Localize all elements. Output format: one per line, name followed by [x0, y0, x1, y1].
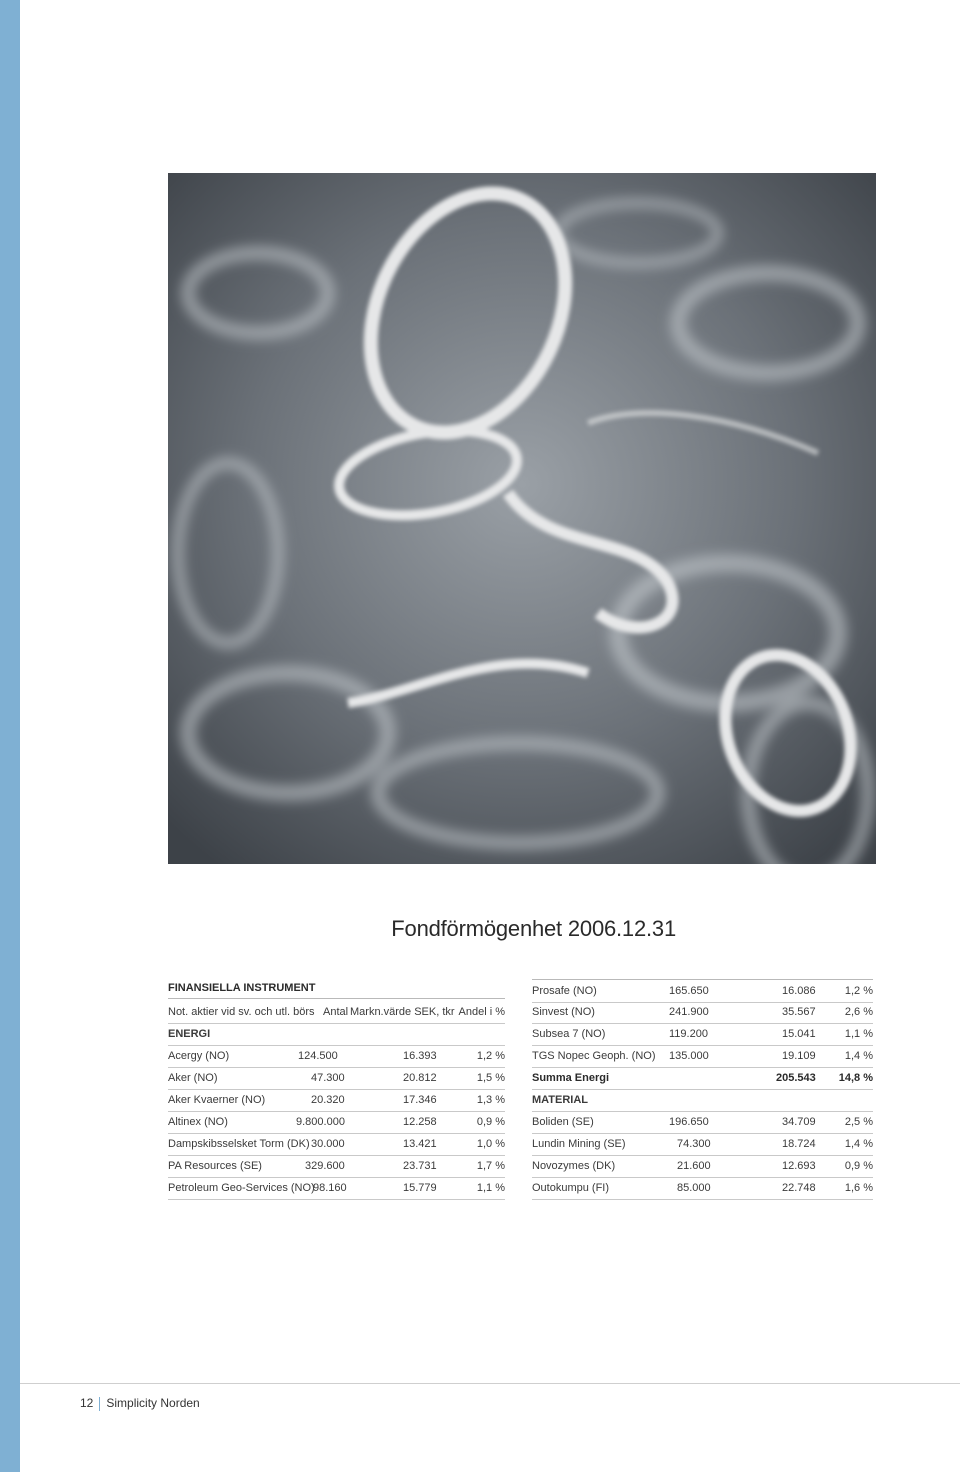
table-row: [532, 1155, 873, 1178]
cell-name: Novozymes (DK): [532, 1160, 616, 1172]
cell-name: PA Resources (SE): [168, 1160, 262, 1172]
group-label-material: [532, 1089, 873, 1112]
header-pct: Andel i %: [458, 1006, 505, 1018]
page-footer: [80, 1396, 200, 1411]
footer-separator: [99, 1397, 100, 1411]
cell-pct: 2,5 %: [844, 1116, 873, 1128]
table-row: [532, 1045, 873, 1068]
header-name: Not. aktier vid sv. och utl. börs: [168, 1006, 315, 1018]
summa-pct: 14,8 %: [838, 1072, 873, 1084]
cell-qty: 74.300: [677, 1138, 711, 1150]
cell-pct: 1,4 %: [844, 1050, 873, 1062]
cell-value: 13.421: [403, 1138, 437, 1150]
cell-name: Aker Kvaerner (NO): [168, 1094, 266, 1106]
table-row: [168, 1067, 505, 1090]
cell-value: 22.748: [782, 1182, 816, 1194]
cell-value: 16.086: [782, 985, 816, 997]
footer-divider: [20, 1383, 960, 1384]
table-header-row: [168, 1001, 505, 1024]
header-qty: Antal: [323, 1006, 349, 1018]
cell-name: Subsea 7 (NO): [532, 1028, 606, 1040]
cell-pct: 2,6 %: [844, 1006, 873, 1018]
cell-value: 12.693: [782, 1160, 816, 1172]
cell-pct: 1,2 %: [476, 1050, 505, 1062]
table-row: [532, 1001, 873, 1024]
cell-qty: 135.000: [669, 1050, 709, 1062]
cell-name: TGS Nopec Geoph. (NO): [532, 1050, 656, 1062]
cell-pct: 1,0 %: [476, 1138, 505, 1150]
summa-label: Summa Energi: [532, 1072, 610, 1084]
table-row: [168, 1177, 505, 1200]
cell-qty: 119.200: [669, 1028, 708, 1040]
cell-qty: 241.900: [669, 1006, 709, 1018]
cell-pct: 1,6 %: [844, 1182, 873, 1194]
cell-qty: 165.650: [669, 985, 709, 997]
header-value: Markn.värde SEK, tkr: [350, 1006, 455, 1018]
cell-pct: 1,3 %: [476, 1094, 505, 1106]
group-label-text: ENERGI: [168, 1028, 211, 1040]
table-row: [532, 1023, 873, 1046]
summa-row: [532, 1067, 873, 1090]
metal-shavings-photo: [168, 173, 876, 864]
table-row: [532, 1177, 873, 1200]
table-row: [168, 1045, 505, 1068]
cell-value: 16.393: [403, 1050, 437, 1062]
cell-name: Outokumpu (FI): [532, 1182, 610, 1194]
cell-qty: 47.300: [311, 1072, 345, 1084]
cell-name: Sinvest (NO): [532, 1006, 595, 1018]
cell-value: 20.812: [403, 1072, 437, 1084]
accent-sidebar-bar: [0, 0, 20, 1472]
table-row: [532, 1111, 873, 1134]
table-row: [168, 1155, 505, 1178]
cell-value: 15.041: [782, 1028, 816, 1040]
publication-name: Simplicity Norden: [106, 1396, 200, 1410]
cell-name: Boliden (SE): [532, 1116, 594, 1128]
cell-qty: 124.500: [298, 1050, 338, 1062]
cell-pct: 0,9 %: [476, 1116, 505, 1128]
summa-value: 205.543: [776, 1072, 816, 1084]
cell-value: 15.779: [403, 1182, 437, 1194]
cell-qty: 196.650: [669, 1116, 709, 1128]
cell-value: 17.346: [403, 1094, 437, 1106]
cell-value: 23.731: [403, 1160, 437, 1172]
page-number: 12: [80, 1396, 94, 1410]
page-title: Fondförmögenhet 2006.12.31: [391, 916, 676, 941]
table-row: [168, 1089, 505, 1112]
table-row: [168, 1111, 505, 1134]
cell-value: 18.724: [782, 1138, 816, 1150]
cell-name: Altinex (NO): [168, 1116, 228, 1128]
cell-name: Prosafe (NO): [532, 985, 597, 997]
table-row: [168, 1133, 505, 1156]
group-label-text: MATERIAL: [532, 1094, 589, 1106]
cell-pct: 1,1 %: [476, 1182, 505, 1194]
cell-pct: 1,2 %: [844, 985, 873, 997]
cell-qty: 21.600: [677, 1160, 711, 1172]
cell-qty: 20.320: [311, 1094, 345, 1106]
cell-qty: 329.600: [305, 1160, 345, 1172]
cell-pct: 1,4 %: [844, 1138, 873, 1150]
cell-name: Petroleum Geo-Services (NO): [168, 1182, 315, 1194]
cell-qty: 85.000: [677, 1182, 711, 1194]
cell-qty: 9.800.000: [296, 1116, 345, 1128]
section-label-finansiella: FINANSIELLA INSTRUMENT: [168, 978, 505, 999]
cell-pct: 1,1 %: [844, 1028, 873, 1040]
cell-value: 19.109: [782, 1050, 816, 1062]
cell-value: 12.258: [403, 1116, 437, 1128]
table-row: [532, 1133, 873, 1156]
cell-value: 35.567: [782, 1006, 816, 1018]
cell-name: Lundin Mining (SE): [532, 1138, 626, 1150]
table-row: [532, 979, 873, 1003]
group-label-energi: [168, 1023, 505, 1046]
cell-name: Acergy (NO): [168, 1050, 230, 1062]
cell-pct: 0,9 %: [844, 1160, 873, 1172]
cell-pct: 1,7 %: [476, 1160, 505, 1172]
cell-qty: 98.160: [313, 1182, 347, 1194]
cell-name: Dampskibsselsket Torm (DK): [168, 1138, 310, 1150]
cell-pct: 1,5 %: [476, 1072, 505, 1084]
cell-value: 34.709: [782, 1116, 816, 1128]
cell-qty: 30.000: [311, 1138, 345, 1150]
cell-name: Aker (NO): [168, 1072, 218, 1084]
